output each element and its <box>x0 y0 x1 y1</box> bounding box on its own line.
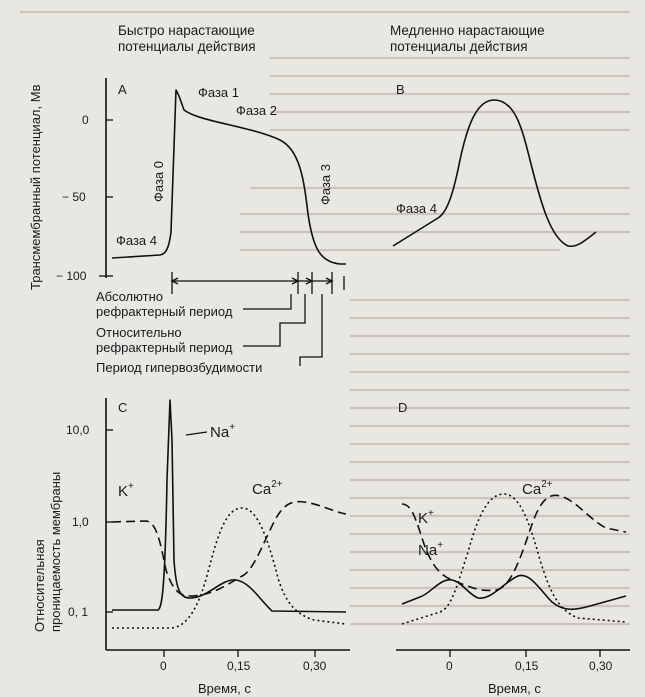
panel-a-header-line1: Быстро нарастающие <box>118 23 255 38</box>
phase-3-label: Фаза 3 <box>318 164 333 205</box>
panel-c-x-tick-030: 0,30 <box>303 659 327 673</box>
panel-c-y-axis-label-line2: проницаемость мембраны <box>48 471 63 632</box>
supernormal-period-label: Период гипервозбудимости <box>96 360 263 375</box>
relative-refractory-line2: рефрактерный период <box>96 340 233 355</box>
panel-b-header-line2: потенциалы действия <box>390 39 528 54</box>
panel-c-na-label: Na+ <box>210 422 236 441</box>
panel-b-action-potential-curve <box>393 100 596 246</box>
panel-c <box>32 398 350 696</box>
panel-d-x-tick-0: 0 <box>446 659 453 673</box>
panel-c-tick-01: 0, 1 <box>68 605 89 619</box>
panel-a-letter: A <box>118 82 127 97</box>
panel-c-ca-label: $Ca^{2+}$ <box>252 479 283 498</box>
panel-c-tick-10: 10,0 <box>66 423 90 437</box>
absolute-refractory-line1: Абсолютно <box>96 289 163 304</box>
panel-d-letter: D <box>398 400 408 415</box>
phase-0-label: Фаза 0 <box>151 161 166 202</box>
panel-c-x-tick-0: 0 <box>160 659 167 673</box>
phase-2-label: Фаза 2 <box>236 103 277 118</box>
panel-c-na-leader <box>186 432 207 435</box>
panel-d-k-label: K+ <box>418 508 434 527</box>
panel-c-x-axis-label: Время, с <box>198 681 251 696</box>
panel-d-x-tick-015: 0,15 <box>515 659 539 673</box>
panel-a-tick-label-0: 0 <box>82 113 89 127</box>
panel-b <box>390 23 596 246</box>
panel-d-ca-curve <box>402 494 626 624</box>
panel-a-tick-label-50: − 50 <box>62 190 86 204</box>
panel-d-na-label: Na+ <box>418 540 444 559</box>
phase-4-label: Фаза 4 <box>116 233 157 248</box>
relative-refractory-line1: Относительно <box>96 325 182 340</box>
panel-d-ca-label: $Ca^{2+}$ <box>522 479 553 498</box>
absolute-refractory-line2: рефрактерный период <box>96 304 233 319</box>
panel-b-header-line1: Медленно нарастающие <box>390 23 545 38</box>
panel-c-tick-1: 1,0 <box>72 515 89 529</box>
panel-d-x-tick-030: 0,30 <box>589 659 613 673</box>
panel-a-header-line2: потенциалы действия <box>118 39 256 54</box>
panel-c-k-label: K+ <box>118 481 134 500</box>
panel-c-letter: C <box>118 400 128 415</box>
panel-b-phase-4-label: Фаза 4 <box>396 201 437 216</box>
panel-a-y-axis-label: Трансмембранный потенциал, Мв <box>28 84 43 290</box>
panel-c-x-tick-015: 0,15 <box>227 659 251 673</box>
panel-b-letter: B <box>396 82 405 97</box>
panel-c-y-axis-label-line1: Относительная <box>32 539 47 632</box>
phase-1-label: Фаза 1 <box>198 85 239 100</box>
panel-d-x-axis-label: Время, с <box>488 681 541 696</box>
panel-a-tick-label-100: − 100 <box>56 269 87 283</box>
panel-d-na-curve <box>402 575 626 609</box>
